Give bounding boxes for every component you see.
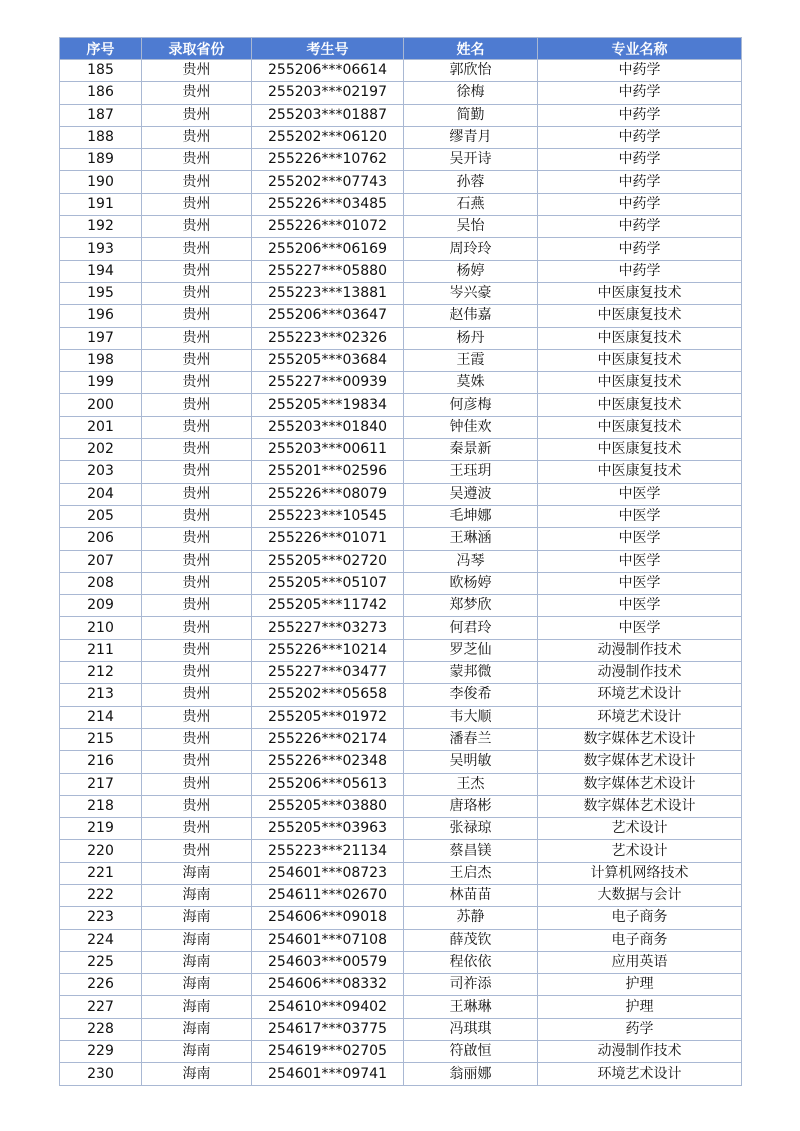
- cell-exam-id: 255227***03477: [252, 662, 404, 684]
- cell-major: 电子商务: [538, 907, 742, 929]
- cell-name: 王启杰: [404, 862, 538, 884]
- cell-province: 贵州: [142, 149, 252, 171]
- cell-major: 中药学: [538, 126, 742, 148]
- cell-name: 郑梦欣: [404, 595, 538, 617]
- cell-exam-id: 255202***06120: [252, 126, 404, 148]
- table-row: [60, 461, 742, 483]
- table-row: [60, 216, 742, 238]
- cell-index: 210: [60, 617, 142, 639]
- cell-province: 贵州: [142, 327, 252, 349]
- cell-exam-id: 255223***02326: [252, 327, 404, 349]
- cell-major: 中医学: [538, 572, 742, 594]
- table-row: [60, 639, 742, 661]
- cell-province: 贵州: [142, 818, 252, 840]
- cell-province: 贵州: [142, 795, 252, 817]
- cell-exam-id: 255206***06169: [252, 238, 404, 260]
- cell-major: 动漫制作技术: [538, 1041, 742, 1063]
- cell-index: 200: [60, 394, 142, 416]
- table-row: [60, 193, 742, 215]
- cell-exam-id: 254610***09402: [252, 996, 404, 1018]
- table-row: [60, 1018, 742, 1040]
- cell-province: 海南: [142, 884, 252, 906]
- cell-name: 石燕: [404, 193, 538, 215]
- cell-major: 环境艺术设计: [538, 706, 742, 728]
- table-row: [60, 305, 742, 327]
- cell-index: 229: [60, 1041, 142, 1063]
- cell-index: 222: [60, 884, 142, 906]
- cell-province: 贵州: [142, 439, 252, 461]
- cell-exam-id: 255223***21134: [252, 840, 404, 862]
- table-row: [60, 773, 742, 795]
- cell-index: 197: [60, 327, 142, 349]
- table-row: [60, 706, 742, 728]
- cell-index: 214: [60, 706, 142, 728]
- cell-name: 孙蓉: [404, 171, 538, 193]
- cell-name: 杨婷: [404, 260, 538, 282]
- cell-major: 中医康复技术: [538, 461, 742, 483]
- cell-name: 岑兴豪: [404, 282, 538, 304]
- table-row: [60, 483, 742, 505]
- cell-exam-id: 255205***19834: [252, 394, 404, 416]
- cell-name: 欧杨婷: [404, 572, 538, 594]
- cell-index: 206: [60, 528, 142, 550]
- cell-exam-id: 255226***10762: [252, 149, 404, 171]
- table-row: [60, 528, 742, 550]
- cell-province: 贵州: [142, 82, 252, 104]
- cell-major: 中药学: [538, 260, 742, 282]
- cell-name: 符啟恒: [404, 1041, 538, 1063]
- cell-index: 186: [60, 82, 142, 104]
- cell-major: 中药学: [538, 216, 742, 238]
- table-row: [60, 327, 742, 349]
- cell-major: 数字媒体艺术设计: [538, 728, 742, 750]
- cell-province: 贵州: [142, 550, 252, 572]
- cell-index: 204: [60, 483, 142, 505]
- cell-name: 郭欣怡: [404, 60, 538, 82]
- table-row: [60, 840, 742, 862]
- cell-index: 187: [60, 104, 142, 126]
- cell-index: 213: [60, 684, 142, 706]
- cell-name: 吴遵波: [404, 483, 538, 505]
- cell-province: 贵州: [142, 171, 252, 193]
- table-row: [60, 439, 742, 461]
- cell-index: 220: [60, 840, 142, 862]
- cell-index: 198: [60, 349, 142, 371]
- table-row: [60, 572, 742, 594]
- cell-exam-id: 255206***05613: [252, 773, 404, 795]
- cell-exam-id: 255205***02720: [252, 550, 404, 572]
- cell-major: 中医学: [538, 595, 742, 617]
- table-row: [60, 349, 742, 371]
- cell-exam-id: 255203***01887: [252, 104, 404, 126]
- cell-province: 贵州: [142, 684, 252, 706]
- cell-province: 海南: [142, 1018, 252, 1040]
- cell-exam-id: 255202***07743: [252, 171, 404, 193]
- cell-major: 动漫制作技术: [538, 662, 742, 684]
- cell-province: 贵州: [142, 60, 252, 82]
- cell-name: 翁丽娜: [404, 1063, 538, 1085]
- cell-major: 数字媒体艺术设计: [538, 751, 742, 773]
- cell-province: 贵州: [142, 394, 252, 416]
- cell-exam-id: 255205***01972: [252, 706, 404, 728]
- table-row: [60, 751, 742, 773]
- cell-exam-id: 255206***06614: [252, 60, 404, 82]
- cell-exam-id: 254601***08723: [252, 862, 404, 884]
- cell-index: 207: [60, 550, 142, 572]
- cell-index: 209: [60, 595, 142, 617]
- table-row: [60, 862, 742, 884]
- table-row: [60, 617, 742, 639]
- table-row: [60, 684, 742, 706]
- table-row: [60, 1041, 742, 1063]
- cell-major: 环境艺术设计: [538, 1063, 742, 1085]
- cell-index: 189: [60, 149, 142, 171]
- cell-index: 201: [60, 416, 142, 438]
- cell-name: 何君玲: [404, 617, 538, 639]
- cell-exam-id: 255226***01072: [252, 216, 404, 238]
- cell-exam-id: 255201***02596: [252, 461, 404, 483]
- cell-name: 王琳琳: [404, 996, 538, 1018]
- cell-exam-id: 255205***03684: [252, 349, 404, 371]
- cell-major: 中医康复技术: [538, 416, 742, 438]
- cell-major: 数字媒体艺术设计: [538, 795, 742, 817]
- cell-major: 中医康复技术: [538, 327, 742, 349]
- cell-province: 贵州: [142, 126, 252, 148]
- cell-province: 贵州: [142, 595, 252, 617]
- cell-exam-id: 255223***10545: [252, 505, 404, 527]
- cell-name: 缪青月: [404, 126, 538, 148]
- cell-province: 海南: [142, 929, 252, 951]
- table-row: [60, 1063, 742, 1085]
- cell-name: 蒙邦微: [404, 662, 538, 684]
- cell-index: 228: [60, 1018, 142, 1040]
- cell-name: 唐珞彬: [404, 795, 538, 817]
- cell-name: 王霞: [404, 349, 538, 371]
- cell-major: 中医学: [538, 483, 742, 505]
- cell-major: 中医康复技术: [538, 372, 742, 394]
- cell-province: 海南: [142, 996, 252, 1018]
- cell-province: 贵州: [142, 349, 252, 371]
- cell-name: 何彦梅: [404, 394, 538, 416]
- cell-exam-id: 255226***10214: [252, 639, 404, 661]
- cell-province: 贵州: [142, 483, 252, 505]
- cell-province: 贵州: [142, 840, 252, 862]
- cell-exam-id: 255226***01071: [252, 528, 404, 550]
- cell-major: 艺术设计: [538, 818, 742, 840]
- cell-province: 贵州: [142, 305, 252, 327]
- cell-province: 海南: [142, 951, 252, 973]
- cell-major: 大数据与会计: [538, 884, 742, 906]
- cell-name: 毛坤娜: [404, 505, 538, 527]
- cell-major: 中药学: [538, 82, 742, 104]
- cell-name: 李俊希: [404, 684, 538, 706]
- cell-province: 贵州: [142, 728, 252, 750]
- cell-exam-id: 255227***03273: [252, 617, 404, 639]
- cell-province: 贵州: [142, 238, 252, 260]
- cell-name: 苏静: [404, 907, 538, 929]
- admission-list-sheet: [59, 37, 741, 1086]
- cell-exam-id: 255205***11742: [252, 595, 404, 617]
- cell-exam-id: 254601***07108: [252, 929, 404, 951]
- table-row: [60, 394, 742, 416]
- header-name: 姓名: [404, 38, 538, 60]
- cell-name: 杨丹: [404, 327, 538, 349]
- cell-major: 中药学: [538, 238, 742, 260]
- header-index: 序号: [60, 38, 142, 60]
- cell-name: 王珏玥: [404, 461, 538, 483]
- table-row: [60, 662, 742, 684]
- cell-index: 191: [60, 193, 142, 215]
- cell-major: 环境艺术设计: [538, 684, 742, 706]
- cell-province: 贵州: [142, 104, 252, 126]
- cell-exam-id: 255226***08079: [252, 483, 404, 505]
- table-row: [60, 149, 742, 171]
- cell-name: 秦景新: [404, 439, 538, 461]
- cell-name: 蔡昌镁: [404, 840, 538, 862]
- admission-table: [59, 37, 742, 1086]
- cell-index: 215: [60, 728, 142, 750]
- cell-name: 吴怡: [404, 216, 538, 238]
- cell-province: 贵州: [142, 617, 252, 639]
- cell-exam-id: 255226***02174: [252, 728, 404, 750]
- cell-index: 223: [60, 907, 142, 929]
- cell-major: 中医康复技术: [538, 394, 742, 416]
- cell-major: 中医康复技术: [538, 305, 742, 327]
- header-exam-id: 考生号: [252, 38, 404, 60]
- cell-province: 贵州: [142, 773, 252, 795]
- cell-name: 罗芝仙: [404, 639, 538, 661]
- table-row: [60, 595, 742, 617]
- cell-major: 应用英语: [538, 951, 742, 973]
- table-row: [60, 795, 742, 817]
- cell-name: 薛茂钦: [404, 929, 538, 951]
- table-body: [60, 60, 742, 1086]
- cell-index: 217: [60, 773, 142, 795]
- cell-major: 计算机网络技术: [538, 862, 742, 884]
- table-header-row: [60, 38, 742, 60]
- cell-name: 韦大顺: [404, 706, 538, 728]
- cell-index: 208: [60, 572, 142, 594]
- cell-index: 212: [60, 662, 142, 684]
- table-row: [60, 884, 742, 906]
- table-row: [60, 550, 742, 572]
- cell-province: 贵州: [142, 639, 252, 661]
- cell-exam-id: 254606***08332: [252, 974, 404, 996]
- cell-province: 贵州: [142, 751, 252, 773]
- cell-province: 贵州: [142, 461, 252, 483]
- cell-major: 数字媒体艺术设计: [538, 773, 742, 795]
- header-major: 专业名称: [538, 38, 742, 60]
- cell-province: 贵州: [142, 505, 252, 527]
- cell-name: 程依依: [404, 951, 538, 973]
- cell-province: 贵州: [142, 706, 252, 728]
- cell-index: 224: [60, 929, 142, 951]
- table-row: [60, 974, 742, 996]
- cell-index: 211: [60, 639, 142, 661]
- cell-exam-id: 255205***03880: [252, 795, 404, 817]
- cell-province: 海南: [142, 862, 252, 884]
- table-row: [60, 416, 742, 438]
- cell-exam-id: 255205***03963: [252, 818, 404, 840]
- table-row: [60, 282, 742, 304]
- cell-exam-id: 254603***00579: [252, 951, 404, 973]
- cell-name: 司祚添: [404, 974, 538, 996]
- cell-name: 林苗苗: [404, 884, 538, 906]
- cell-province: 贵州: [142, 528, 252, 550]
- cell-major: 中医学: [538, 617, 742, 639]
- cell-index: 185: [60, 60, 142, 82]
- cell-name: 潘春兰: [404, 728, 538, 750]
- cell-exam-id: 255206***03647: [252, 305, 404, 327]
- cell-name: 周玲玲: [404, 238, 538, 260]
- cell-index: 203: [60, 461, 142, 483]
- cell-exam-id: 254617***03775: [252, 1018, 404, 1040]
- cell-major: 护理: [538, 996, 742, 1018]
- cell-major: 中医康复技术: [538, 282, 742, 304]
- table-row: [60, 505, 742, 527]
- cell-name: 冯琪琪: [404, 1018, 538, 1040]
- cell-province: 贵州: [142, 216, 252, 238]
- cell-name: 张禄琼: [404, 818, 538, 840]
- cell-name: 吴明敏: [404, 751, 538, 773]
- cell-major: 中医康复技术: [538, 439, 742, 461]
- cell-major: 中医学: [538, 528, 742, 550]
- table-row: [60, 929, 742, 951]
- cell-major: 中医康复技术: [538, 349, 742, 371]
- cell-major: 中药学: [538, 171, 742, 193]
- cell-exam-id: 255227***00939: [252, 372, 404, 394]
- cell-index: 225: [60, 951, 142, 973]
- cell-major: 艺术设计: [538, 840, 742, 862]
- cell-province: 海南: [142, 907, 252, 929]
- cell-exam-id: 255203***02197: [252, 82, 404, 104]
- cell-province: 贵州: [142, 193, 252, 215]
- cell-index: 227: [60, 996, 142, 1018]
- cell-index: 202: [60, 439, 142, 461]
- cell-index: 193: [60, 238, 142, 260]
- table-row: [60, 907, 742, 929]
- table-row: [60, 171, 742, 193]
- cell-index: 190: [60, 171, 142, 193]
- table-row: [60, 82, 742, 104]
- cell-name: 王琳涵: [404, 528, 538, 550]
- cell-index: 219: [60, 818, 142, 840]
- cell-exam-id: 255227***05880: [252, 260, 404, 282]
- cell-exam-id: 254601***09741: [252, 1063, 404, 1085]
- cell-exam-id: 254606***09018: [252, 907, 404, 929]
- table-row: [60, 372, 742, 394]
- cell-index: 230: [60, 1063, 142, 1085]
- cell-exam-id: 255205***05107: [252, 572, 404, 594]
- cell-name: 钟佳欢: [404, 416, 538, 438]
- cell-province: 海南: [142, 1063, 252, 1085]
- cell-exam-id: 255202***05658: [252, 684, 404, 706]
- cell-index: 199: [60, 372, 142, 394]
- cell-exam-id: 255223***13881: [252, 282, 404, 304]
- cell-name: 简勤: [404, 104, 538, 126]
- cell-major: 中药学: [538, 104, 742, 126]
- cell-name: 莫姝: [404, 372, 538, 394]
- cell-major: 动漫制作技术: [538, 639, 742, 661]
- table-row: [60, 260, 742, 282]
- cell-index: 192: [60, 216, 142, 238]
- cell-exam-id: 255226***02348: [252, 751, 404, 773]
- cell-index: 194: [60, 260, 142, 282]
- cell-province: 贵州: [142, 662, 252, 684]
- cell-index: 196: [60, 305, 142, 327]
- cell-major: 电子商务: [538, 929, 742, 951]
- cell-major: 中医学: [538, 550, 742, 572]
- cell-exam-id: 254619***02705: [252, 1041, 404, 1063]
- cell-province: 海南: [142, 974, 252, 996]
- cell-major: 中医学: [538, 505, 742, 527]
- cell-province: 贵州: [142, 416, 252, 438]
- cell-name: 徐梅: [404, 82, 538, 104]
- cell-exam-id: 254611***02670: [252, 884, 404, 906]
- cell-major: 药学: [538, 1018, 742, 1040]
- cell-name: 吴开诗: [404, 149, 538, 171]
- cell-exam-id: 255226***03485: [252, 193, 404, 215]
- table-row: [60, 238, 742, 260]
- cell-index: 188: [60, 126, 142, 148]
- cell-exam-id: 255203***01840: [252, 416, 404, 438]
- cell-major: 护理: [538, 974, 742, 996]
- cell-province: 海南: [142, 1041, 252, 1063]
- cell-province: 贵州: [142, 372, 252, 394]
- cell-index: 205: [60, 505, 142, 527]
- cell-name: 赵伟嘉: [404, 305, 538, 327]
- table-row: [60, 104, 742, 126]
- table-row: [60, 996, 742, 1018]
- cell-major: 中药学: [538, 60, 742, 82]
- cell-major: 中药学: [538, 149, 742, 171]
- cell-province: 贵州: [142, 282, 252, 304]
- cell-name: 王杰: [404, 773, 538, 795]
- table-row: [60, 60, 742, 82]
- cell-province: 贵州: [142, 572, 252, 594]
- cell-index: 195: [60, 282, 142, 304]
- cell-exam-id: 255203***00611: [252, 439, 404, 461]
- table-row: [60, 728, 742, 750]
- cell-index: 221: [60, 862, 142, 884]
- cell-major: 中药学: [538, 193, 742, 215]
- table-row: [60, 818, 742, 840]
- cell-index: 226: [60, 974, 142, 996]
- table-row: [60, 126, 742, 148]
- table-row: [60, 951, 742, 973]
- cell-index: 218: [60, 795, 142, 817]
- cell-index: 216: [60, 751, 142, 773]
- cell-name: 冯琴: [404, 550, 538, 572]
- header-province: 录取省份: [142, 38, 252, 60]
- cell-province: 贵州: [142, 260, 252, 282]
